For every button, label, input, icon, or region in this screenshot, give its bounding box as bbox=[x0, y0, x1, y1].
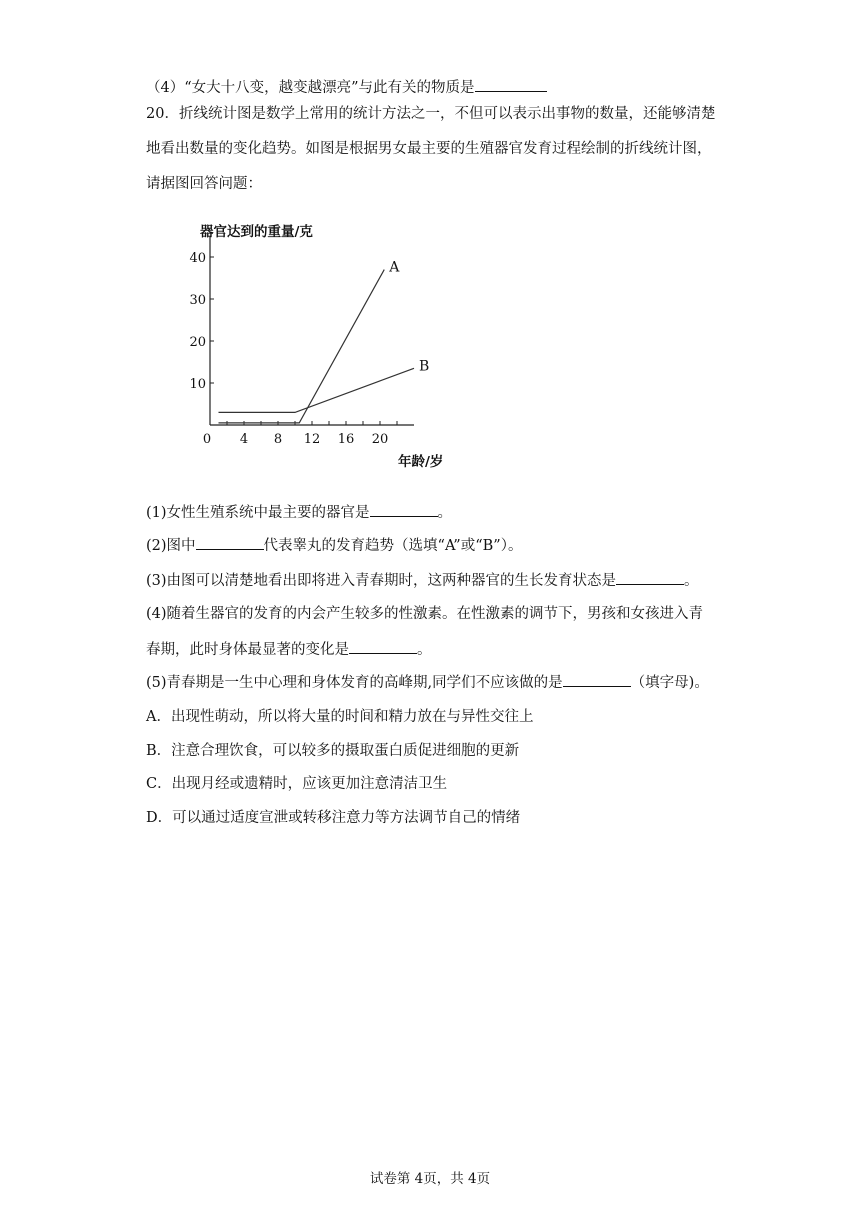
q20-sub4-text: 春期，此时身体最显著的变化是 bbox=[146, 642, 349, 658]
q20-sub3-suffix: 。 bbox=[684, 573, 699, 589]
x-tick-label: 20 bbox=[371, 432, 389, 447]
q20-intro: 20．折线统计图是数学上常用的统计方法之一，不但可以表示出事物的数量，还能够清楚地看出数量的变化趋势。如图是根据男女最主要的生殖器官发育过程绘制的折线统计图，请据图回答问题： bbox=[146, 106, 716, 192]
option-c: C．出现月经或遗精时，应该更加注意清洁卫生 bbox=[146, 776, 448, 792]
q20-sub2 bbox=[146, 534, 522, 556]
x-axis-label: 年龄/岁 bbox=[398, 454, 444, 470]
page-footer: 试卷第 4页，共 4页 bbox=[369, 1171, 491, 1187]
x-tick-label: 16 bbox=[337, 432, 355, 447]
q20-sub3-text: (3)由图可以清楚地看出即将进入青春期时，这两种器官的生长发育状态是 bbox=[146, 573, 617, 589]
q20-sub1-text: (1)女性生殖系统中最主要的器官是 bbox=[146, 505, 370, 521]
y-axis-label: 器官达到的重量/克 bbox=[200, 224, 313, 240]
y-tick-label: 40 bbox=[189, 251, 206, 266]
growth-line-chart bbox=[180, 215, 450, 470]
series-line-A bbox=[219, 270, 385, 423]
q20-sub5-text: (5)青春期是一生中心理和身体发育的高峰期,同学们不应该做的是 bbox=[146, 675, 563, 691]
series-label-B: B bbox=[419, 358, 430, 375]
answer-blank[interactable] bbox=[616, 569, 684, 585]
answer-blank[interactable] bbox=[349, 638, 417, 654]
q20-sub1-suffix: 。 bbox=[437, 505, 453, 521]
q20-sub2-suffix: 代表睾丸的发育趋势（选填“A”或“B”）。 bbox=[263, 538, 523, 554]
chart-ticks bbox=[189, 251, 397, 447]
q20-sub4-suffix: 。 bbox=[417, 642, 432, 658]
series-line-B bbox=[219, 368, 415, 412]
answer-blank[interactable] bbox=[370, 501, 438, 517]
chart-axes bbox=[199, 223, 443, 470]
x-tick-label: 4 bbox=[239, 432, 249, 447]
x-tick-label: 0 bbox=[202, 432, 212, 447]
q19-part4 bbox=[146, 76, 547, 98]
q20-sub4-line1: (4)随着生器官的发育的内会产生较多的性激素。在性激素的调节下，男孩和女孩进入青 bbox=[146, 606, 704, 622]
q20-sub1 bbox=[146, 501, 452, 523]
series-label-A: A bbox=[389, 259, 400, 276]
option-a: A．出现性萌动，所以将大量的时间和精力放在与异性交往上 bbox=[146, 709, 534, 725]
answer-blank[interactable] bbox=[475, 76, 547, 92]
q20-sub3 bbox=[146, 569, 699, 591]
chart-series bbox=[219, 260, 430, 423]
answer-blank[interactable] bbox=[563, 671, 631, 687]
q20-sub5-suffix: （填字母)。 bbox=[630, 675, 709, 691]
y-tick-label: 20 bbox=[189, 335, 206, 350]
q20-sub2-text: (2)图中 bbox=[146, 538, 196, 554]
q20-sub4-line2 bbox=[146, 638, 432, 660]
option-b: B．注意合理饮食，可以较多的摄取蛋白质促进细胞的更新 bbox=[146, 743, 520, 759]
y-tick-label: 10 bbox=[189, 377, 206, 392]
q19-part4-text: （4）“女大十八变，越变越漂亮”与此有关的物质是 bbox=[146, 80, 475, 96]
x-tick-label: 12 bbox=[303, 432, 321, 447]
answer-blank[interactable] bbox=[196, 534, 264, 550]
q20-sub5 bbox=[146, 671, 709, 693]
x-tick-label: 8 bbox=[273, 432, 283, 447]
y-tick-label: 30 bbox=[189, 293, 206, 308]
option-d: D．可以通过适度宣泄或转移注意力等方法调节自己的情绪 bbox=[146, 810, 521, 826]
